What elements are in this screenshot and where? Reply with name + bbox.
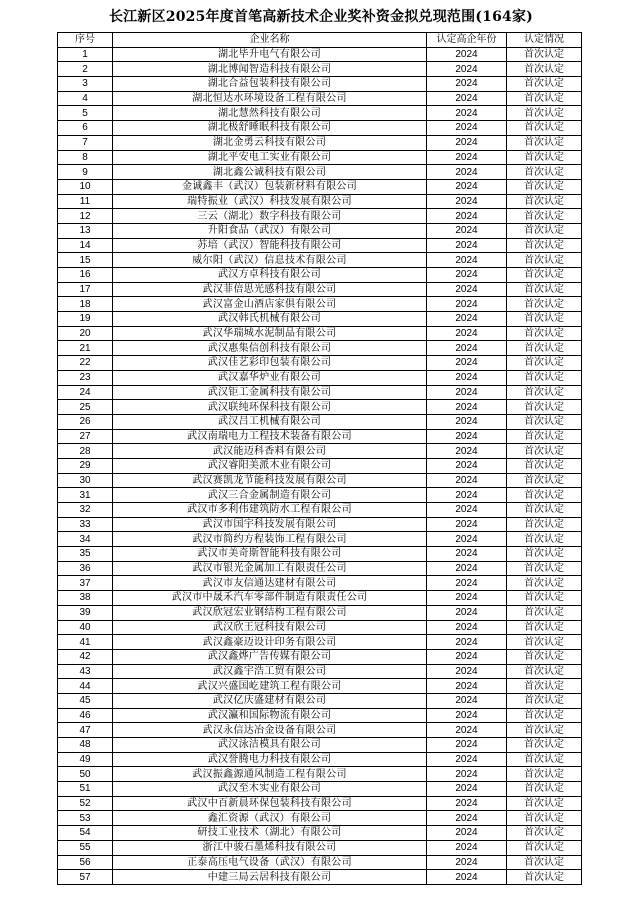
certification-status-cell: 首次认定 [507, 738, 582, 753]
certification-status-cell: 首次认定 [507, 414, 582, 429]
company-name-cell: 武汉市银光金属加工有限责任公司 [113, 561, 427, 576]
serial-number-cell: 7 [58, 135, 113, 150]
certification-status-cell: 首次认定 [507, 62, 582, 77]
certification-status-cell: 首次认定 [507, 532, 582, 547]
company-name-cell: 湖北合益包装科技有限公司 [113, 77, 427, 92]
serial-number-cell: 36 [58, 561, 113, 576]
certification-year-cell: 2024 [427, 517, 507, 532]
certification-year-cell: 2024 [427, 282, 507, 297]
company-name-cell: 武汉至木实业有限公司 [113, 782, 427, 797]
certification-year-cell: 2024 [427, 341, 507, 356]
company-name-cell: 武汉韩氏机械有限公司 [113, 312, 427, 327]
table-row [58, 488, 582, 503]
certification-year-cell: 2024 [427, 121, 507, 136]
serial-number-cell: 53 [58, 811, 113, 826]
table-row [58, 473, 582, 488]
table-row [58, 458, 582, 473]
certification-status-cell: 首次认定 [507, 826, 582, 841]
certification-year-cell: 2024 [427, 561, 507, 576]
certification-year-cell: 2024 [427, 767, 507, 782]
serial-number-cell: 37 [58, 576, 113, 591]
table-row [58, 752, 582, 767]
certification-year-cell: 2024 [427, 488, 507, 503]
company-name-cell: 武汉泳洁模具有限公司 [113, 738, 427, 753]
company-name-cell: 武汉欣王冠科技有限公司 [113, 620, 427, 635]
company-name-cell: 浙江中骏石墨烯科技有限公司 [113, 840, 427, 855]
certification-year-cell: 2024 [427, 238, 507, 253]
serial-number-cell: 27 [58, 429, 113, 444]
certification-year-cell: 2024 [427, 532, 507, 547]
table-row [58, 179, 582, 194]
table-row [58, 547, 582, 562]
company-name-cell: 武汉亿庆盛建材有限公司 [113, 693, 427, 708]
certification-year-cell: 2024 [427, 708, 507, 723]
company-name-cell: 湖北毕升电气有限公司 [113, 47, 427, 62]
certification-year-cell: 2024 [427, 664, 507, 679]
certification-year-cell: 2024 [427, 77, 507, 92]
certification-status-cell: 首次认定 [507, 179, 582, 194]
company-name-cell: 苏培（武汉）智能科技有限公司 [113, 238, 427, 253]
company-name-cell: 武汉鑫豪迈设计印务有限公司 [113, 635, 427, 650]
table-row [58, 370, 582, 385]
serial-number-cell: 28 [58, 444, 113, 459]
table-row [58, 796, 582, 811]
certification-year-cell: 2024 [427, 135, 507, 150]
certification-status-cell: 首次认定 [507, 635, 582, 650]
company-name-cell: 武汉市简约方程装饰工程有限公司 [113, 532, 427, 547]
table-row [58, 106, 582, 121]
serial-number-cell: 15 [58, 253, 113, 268]
serial-number-cell: 45 [58, 693, 113, 708]
header-company-name: 企业名称 [113, 33, 427, 48]
certification-status-cell: 首次认定 [507, 253, 582, 268]
certification-status-cell: 首次认定 [507, 723, 582, 738]
company-name-cell: 武汉鑫宇浩工贸有限公司 [113, 664, 427, 679]
company-name-cell: 武汉市国宇科技发展有限公司 [113, 517, 427, 532]
certification-status-cell: 首次认定 [507, 782, 582, 797]
serial-number-cell: 50 [58, 767, 113, 782]
company-name-cell: 武汉振鑫源通风制造工程有限公司 [113, 767, 427, 782]
table-row [58, 62, 582, 77]
certification-status-cell: 首次认定 [507, 429, 582, 444]
certification-status-cell: 首次认定 [507, 796, 582, 811]
serial-number-cell: 20 [58, 326, 113, 341]
serial-number-cell: 9 [58, 165, 113, 180]
certification-status-cell: 首次认定 [507, 458, 582, 473]
certification-status-cell: 首次认定 [507, 356, 582, 371]
certification-year-cell: 2024 [427, 400, 507, 415]
certification-year-cell: 2024 [427, 414, 507, 429]
table-row [58, 605, 582, 620]
serial-number-cell: 18 [58, 297, 113, 312]
table-row [58, 194, 582, 209]
certification-year-cell: 2024 [427, 811, 507, 826]
certification-year-cell: 2024 [427, 591, 507, 606]
certification-status-cell: 首次认定 [507, 503, 582, 518]
table-header-row [58, 33, 582, 48]
company-name-cell: 三云（湖北）数字科技有限公司 [113, 209, 427, 224]
certification-year-cell: 2024 [427, 47, 507, 62]
certification-year-cell: 2024 [427, 253, 507, 268]
certification-year-cell: 2024 [427, 796, 507, 811]
serial-number-cell: 14 [58, 238, 113, 253]
company-name-cell: 武汉能迈科香料有限公司 [113, 444, 427, 459]
table-row [58, 649, 582, 664]
company-name-cell: 武汉市美奇斯智能科技有限公司 [113, 547, 427, 562]
serial-number-cell: 10 [58, 179, 113, 194]
certification-status-cell: 首次认定 [507, 870, 582, 885]
serial-number-cell: 52 [58, 796, 113, 811]
certification-year-cell: 2024 [427, 870, 507, 885]
certification-year-cell: 2024 [427, 693, 507, 708]
serial-number-cell: 32 [58, 503, 113, 518]
table-row [58, 503, 582, 518]
company-name-cell: 武汉方卓科技有限公司 [113, 268, 427, 283]
certification-status-cell: 首次认定 [507, 620, 582, 635]
certification-year-cell: 2024 [427, 723, 507, 738]
certification-year-cell: 2024 [427, 209, 507, 224]
company-name-cell: 武汉三合金属制造有限公司 [113, 488, 427, 503]
table-row [58, 517, 582, 532]
certification-status-cell: 首次认定 [507, 297, 582, 312]
serial-number-cell: 41 [58, 635, 113, 650]
table-row [58, 297, 582, 312]
company-name-cell: 武汉兴盛国屹建筑工程有限公司 [113, 679, 427, 694]
table-row [58, 738, 582, 753]
company-name-cell: 武汉钜工金属科技有限公司 [113, 385, 427, 400]
company-name-cell: 武汉永信达冶金设备有限公司 [113, 723, 427, 738]
serial-number-cell: 16 [58, 268, 113, 283]
certification-status-cell: 首次认定 [507, 209, 582, 224]
company-name-cell: 武汉中百新晨环保包装科技有限公司 [113, 796, 427, 811]
certification-status-cell: 首次认定 [507, 194, 582, 209]
table-row [58, 693, 582, 708]
certification-status-cell: 首次认定 [507, 708, 582, 723]
certification-year-cell: 2024 [427, 150, 507, 165]
company-name-cell: 湖北极舒睡眠科技有限公司 [113, 121, 427, 136]
table-row [58, 121, 582, 136]
company-name-cell: 武汉睿阳美派木业有限公司 [113, 458, 427, 473]
table-body [58, 47, 582, 884]
table-row [58, 238, 582, 253]
table-row [58, 635, 582, 650]
table-row [58, 576, 582, 591]
certification-status-cell: 首次认定 [507, 693, 582, 708]
serial-number-cell: 12 [58, 209, 113, 224]
serial-number-cell: 55 [58, 840, 113, 855]
company-name-cell: 武汉赛凯龙节能科技发展有限公司 [113, 473, 427, 488]
certification-year-cell: 2024 [427, 473, 507, 488]
table-row [58, 223, 582, 238]
certification-year-cell: 2024 [427, 679, 507, 694]
certification-year-cell: 2024 [427, 782, 507, 797]
certification-status-cell: 首次认定 [507, 77, 582, 92]
serial-number-cell: 11 [58, 194, 113, 209]
table-row [58, 341, 582, 356]
serial-number-cell: 24 [58, 385, 113, 400]
company-name-cell: 武汉华瑞城水泥制品有限公司 [113, 326, 427, 341]
table-row [58, 77, 582, 92]
serial-number-cell: 31 [58, 488, 113, 503]
serial-number-cell: 33 [58, 517, 113, 532]
certification-status-cell: 首次认定 [507, 326, 582, 341]
serial-number-cell: 19 [58, 312, 113, 327]
table-row [58, 664, 582, 679]
company-name-cell: 湖北平安电工实业有限公司 [113, 150, 427, 165]
company-name-cell: 湖北鑫公诚科技有限公司 [113, 165, 427, 180]
certification-year-cell: 2024 [427, 62, 507, 77]
certification-status-cell: 首次认定 [507, 312, 582, 327]
certification-status-cell: 首次认定 [507, 135, 582, 150]
table-row [58, 165, 582, 180]
document-title: 长江新区2025年度首笔高新技术企业奖补资金拟兑现范围(164家) [108, 9, 534, 25]
certification-year-cell: 2024 [427, 429, 507, 444]
company-name-cell: 武汉佳艺彩印包装有限公司 [113, 356, 427, 371]
serial-number-cell: 39 [58, 605, 113, 620]
table-row [58, 444, 582, 459]
company-name-cell: 湖北博闻智造科技有限公司 [113, 62, 427, 77]
company-name-cell: 武汉欣冠宏业钢结构工程有限公司 [113, 605, 427, 620]
certification-year-cell: 2024 [427, 738, 507, 753]
certification-status-cell: 首次认定 [507, 268, 582, 283]
certification-status-cell: 首次认定 [507, 517, 582, 532]
table-row [58, 532, 582, 547]
serial-number-cell: 25 [58, 400, 113, 415]
table-row [58, 782, 582, 797]
serial-number-cell: 34 [58, 532, 113, 547]
table-row [58, 855, 582, 870]
company-name-cell: 湖北恒达水环境设备工程有限公司 [113, 91, 427, 106]
certification-year-cell: 2024 [427, 91, 507, 106]
company-name-cell: 武汉誉腾电力科技有限公司 [113, 752, 427, 767]
serial-number-cell: 3 [58, 77, 113, 92]
company-name-cell: 武汉市多利伟建筑防水工程有限公司 [113, 503, 427, 518]
serial-number-cell: 1 [58, 47, 113, 62]
certification-status-cell: 首次认定 [507, 223, 582, 238]
company-name-cell: 中建三局云居科技有限公司 [113, 870, 427, 885]
serial-number-cell: 51 [58, 782, 113, 797]
certification-year-cell: 2024 [427, 444, 507, 459]
table-row [58, 268, 582, 283]
serial-number-cell: 17 [58, 282, 113, 297]
certification-year-cell: 2024 [427, 576, 507, 591]
company-name-cell: 武汉联纯环保科技有限公司 [113, 400, 427, 415]
serial-number-cell: 38 [58, 591, 113, 606]
table-row [58, 811, 582, 826]
certification-status-cell: 首次认定 [507, 649, 582, 664]
certification-status-cell: 首次认定 [507, 341, 582, 356]
table-row [58, 385, 582, 400]
certification-status-cell: 首次认定 [507, 488, 582, 503]
certification-status-cell: 首次认定 [507, 400, 582, 415]
table-row [58, 312, 582, 327]
serial-number-cell: 48 [58, 738, 113, 753]
table-row [58, 870, 582, 885]
table-row [58, 620, 582, 635]
certification-status-cell: 首次认定 [507, 121, 582, 136]
serial-number-cell: 54 [58, 826, 113, 841]
certification-year-cell: 2024 [427, 297, 507, 312]
certification-status-cell: 首次认定 [507, 150, 582, 165]
table-row [58, 723, 582, 738]
certification-year-cell: 2024 [427, 312, 507, 327]
certification-year-cell: 2024 [427, 165, 507, 180]
certification-year-cell: 2024 [427, 840, 507, 855]
table-row [58, 91, 582, 106]
certification-status-cell: 首次认定 [507, 767, 582, 782]
serial-number-cell: 2 [58, 62, 113, 77]
table-row [58, 840, 582, 855]
certification-status-cell: 首次认定 [507, 561, 582, 576]
certification-status-cell: 首次认定 [507, 282, 582, 297]
certification-year-cell: 2024 [427, 649, 507, 664]
certification-year-cell: 2024 [427, 635, 507, 650]
certification-status-cell: 首次认定 [507, 165, 582, 180]
certification-status-cell: 首次认定 [507, 547, 582, 562]
table-row [58, 414, 582, 429]
certification-year-cell: 2024 [427, 503, 507, 518]
certification-status-cell: 首次认定 [507, 752, 582, 767]
serial-number-cell: 8 [58, 150, 113, 165]
serial-number-cell: 42 [58, 649, 113, 664]
company-name-cell: 正泰高压电气设备（武汉）有限公司 [113, 855, 427, 870]
serial-number-cell: 5 [58, 106, 113, 121]
company-name-cell: 武汉市友信通达建材有限公司 [113, 576, 427, 591]
company-name-cell: 武汉市中晟禾汽车零部件制造有限责任公司 [113, 591, 427, 606]
certification-status-cell: 首次认定 [507, 238, 582, 253]
serial-number-cell: 29 [58, 458, 113, 473]
company-name-cell: 湖北金勇云科技有限公司 [113, 135, 427, 150]
serial-number-cell: 21 [58, 341, 113, 356]
company-name-cell: 武汉吕工机械有限公司 [113, 414, 427, 429]
company-name-cell: 武汉嘉华炉业有限公司 [113, 370, 427, 385]
table-row [58, 767, 582, 782]
certification-status-cell: 首次认定 [507, 855, 582, 870]
certification-status-cell: 首次认定 [507, 664, 582, 679]
company-name-cell: 武汉瀛和国际物流有限公司 [113, 708, 427, 723]
serial-number-cell: 26 [58, 414, 113, 429]
serial-number-cell: 57 [58, 870, 113, 885]
certification-status-cell: 首次认定 [507, 444, 582, 459]
certification-year-cell: 2024 [427, 106, 507, 121]
serial-number-cell: 43 [58, 664, 113, 679]
serial-number-cell: 23 [58, 370, 113, 385]
company-name-cell: 武汉鑫烨广告传媒有限公司 [113, 649, 427, 664]
certification-year-cell: 2024 [427, 605, 507, 620]
certification-status-cell: 首次认定 [507, 591, 582, 606]
table-row [58, 282, 582, 297]
certification-status-cell: 首次认定 [507, 47, 582, 62]
table-row [58, 47, 582, 62]
certification-year-cell: 2024 [427, 855, 507, 870]
table-row [58, 591, 582, 606]
company-name-cell: 金诚鑫丰（武汉）包装新材料有限公司 [113, 179, 427, 194]
company-name-cell: 湖北慧然科技有限公司 [113, 106, 427, 121]
certification-status-cell: 首次认定 [507, 840, 582, 855]
serial-number-cell: 40 [58, 620, 113, 635]
table-row [58, 253, 582, 268]
header-certification-status: 认定情况 [507, 33, 582, 48]
enterprise-table [57, 32, 582, 885]
table-row [58, 679, 582, 694]
company-name-cell: 武汉南瑞电力工程技术装备有限公司 [113, 429, 427, 444]
certification-status-cell: 首次认定 [507, 576, 582, 591]
table-row [58, 135, 582, 150]
certification-year-cell: 2024 [427, 194, 507, 209]
certification-year-cell: 2024 [427, 370, 507, 385]
table-row [58, 561, 582, 576]
certification-year-cell: 2024 [427, 179, 507, 194]
serial-number-cell: 44 [58, 679, 113, 694]
certification-year-cell: 2024 [427, 752, 507, 767]
certification-status-cell: 首次认定 [507, 811, 582, 826]
certification-status-cell: 首次认定 [507, 605, 582, 620]
company-name-cell: 武汉菲倍思光感科技有限公司 [113, 282, 427, 297]
certification-year-cell: 2024 [427, 385, 507, 400]
company-name-cell: 研技工业技术（湖北）有限公司 [113, 826, 427, 841]
table-row [58, 400, 582, 415]
certification-status-cell: 首次认定 [507, 91, 582, 106]
table-row [58, 150, 582, 165]
certification-year-cell: 2024 [427, 826, 507, 841]
company-name-cell: 瑞特振业（武汉）科技发展有限公司 [113, 194, 427, 209]
certification-status-cell: 首次认定 [507, 679, 582, 694]
company-name-cell: 武汉惠集信创科技有限公司 [113, 341, 427, 356]
certification-status-cell: 首次认定 [507, 473, 582, 488]
serial-number-cell: 30 [58, 473, 113, 488]
header-certification-year: 认定高企年份 [427, 33, 507, 48]
certification-year-cell: 2024 [427, 223, 507, 238]
serial-number-cell: 6 [58, 121, 113, 136]
certification-year-cell: 2024 [427, 326, 507, 341]
table-row [58, 429, 582, 444]
certification-status-cell: 首次认定 [507, 106, 582, 121]
table-row [58, 826, 582, 841]
certification-status-cell: 首次认定 [507, 370, 582, 385]
serial-number-cell: 49 [58, 752, 113, 767]
certification-year-cell: 2024 [427, 356, 507, 371]
table-row [58, 209, 582, 224]
certification-year-cell: 2024 [427, 620, 507, 635]
certification-year-cell: 2024 [427, 547, 507, 562]
serial-number-cell: 46 [58, 708, 113, 723]
table-row [58, 326, 582, 341]
company-name-cell: 威尔阳（武汉）信息技术有限公司 [113, 253, 427, 268]
table-row [58, 356, 582, 371]
header-serial-number: 序号 [58, 33, 113, 48]
serial-number-cell: 4 [58, 91, 113, 106]
company-name-cell: 武汉富金山酒店家俱有限公司 [113, 297, 427, 312]
serial-number-cell: 22 [58, 356, 113, 371]
table-row [58, 708, 582, 723]
serial-number-cell: 13 [58, 223, 113, 238]
certification-year-cell: 2024 [427, 458, 507, 473]
certification-year-cell: 2024 [427, 268, 507, 283]
company-name-cell: 鑫汇资源（武汉）有限公司 [113, 811, 427, 826]
serial-number-cell: 35 [58, 547, 113, 562]
company-name-cell: 升阳食品（武汉）有限公司 [113, 223, 427, 238]
serial-number-cell: 56 [58, 855, 113, 870]
serial-number-cell: 47 [58, 723, 113, 738]
certification-status-cell: 首次认定 [507, 385, 582, 400]
